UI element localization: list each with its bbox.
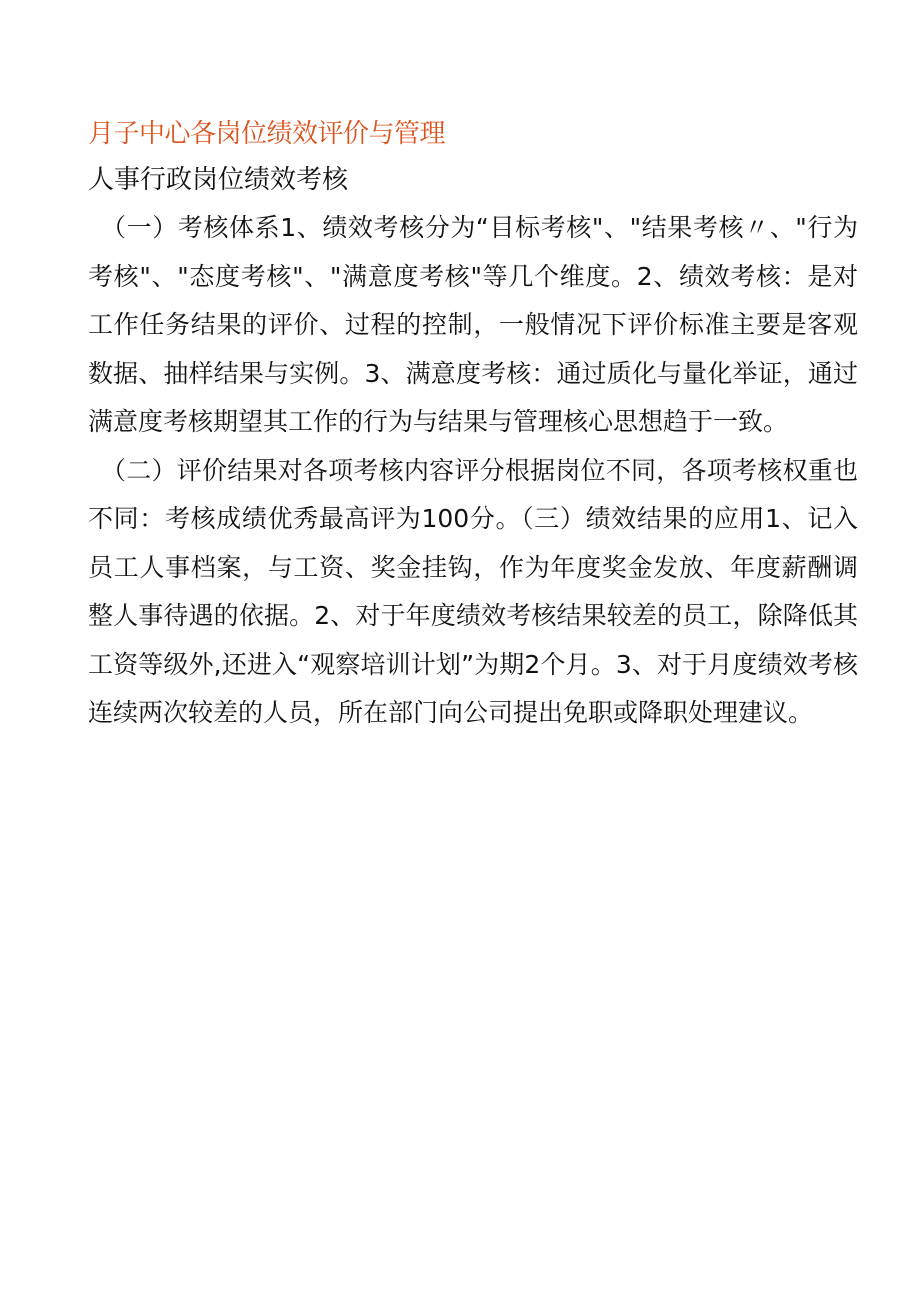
document-body bbox=[88, 112, 858, 738]
paragraph-2: （二）评价结果对各项考核内容评分根据岗位不同，各项考核权重也不同：考核成绩优秀最高评为100分。（三）绩效结果的应用1、记入员工人事档案，与工资、奖金挂钩，作为年度奖金发放、年度薪酬调整人事待遇的依据。2、对于年度绩效考核结果较差的员工，除降低其工资等级外,还进入“观察培训计划”为期2个月。3、对于月度绩效考核连续两次较差的人员，所在部门向公司提出免职或降职处理建议。 bbox=[88, 455, 858, 727]
paragraph-1: （一）考核体系1、绩效考核分为“目标考核"、"结果考核〃、"行为考核"、"态度考核"、"满意度考核"等几个维度。2、绩效考核：是对工作任务结果的评价、过程的控制，一般情况下评价标准主要是客观数据、抽样结果与实例。3、满意度考核：通过质化与量化举证，通过满意度考核期望其工作的行为与结果与管理核心思想趋于一致。 bbox=[88, 213, 858, 436]
section-heading: 人事行政岗位绩效考核 bbox=[88, 165, 349, 195]
document-title: 月子中心各岗位绩效评价与管理 bbox=[88, 119, 446, 149]
